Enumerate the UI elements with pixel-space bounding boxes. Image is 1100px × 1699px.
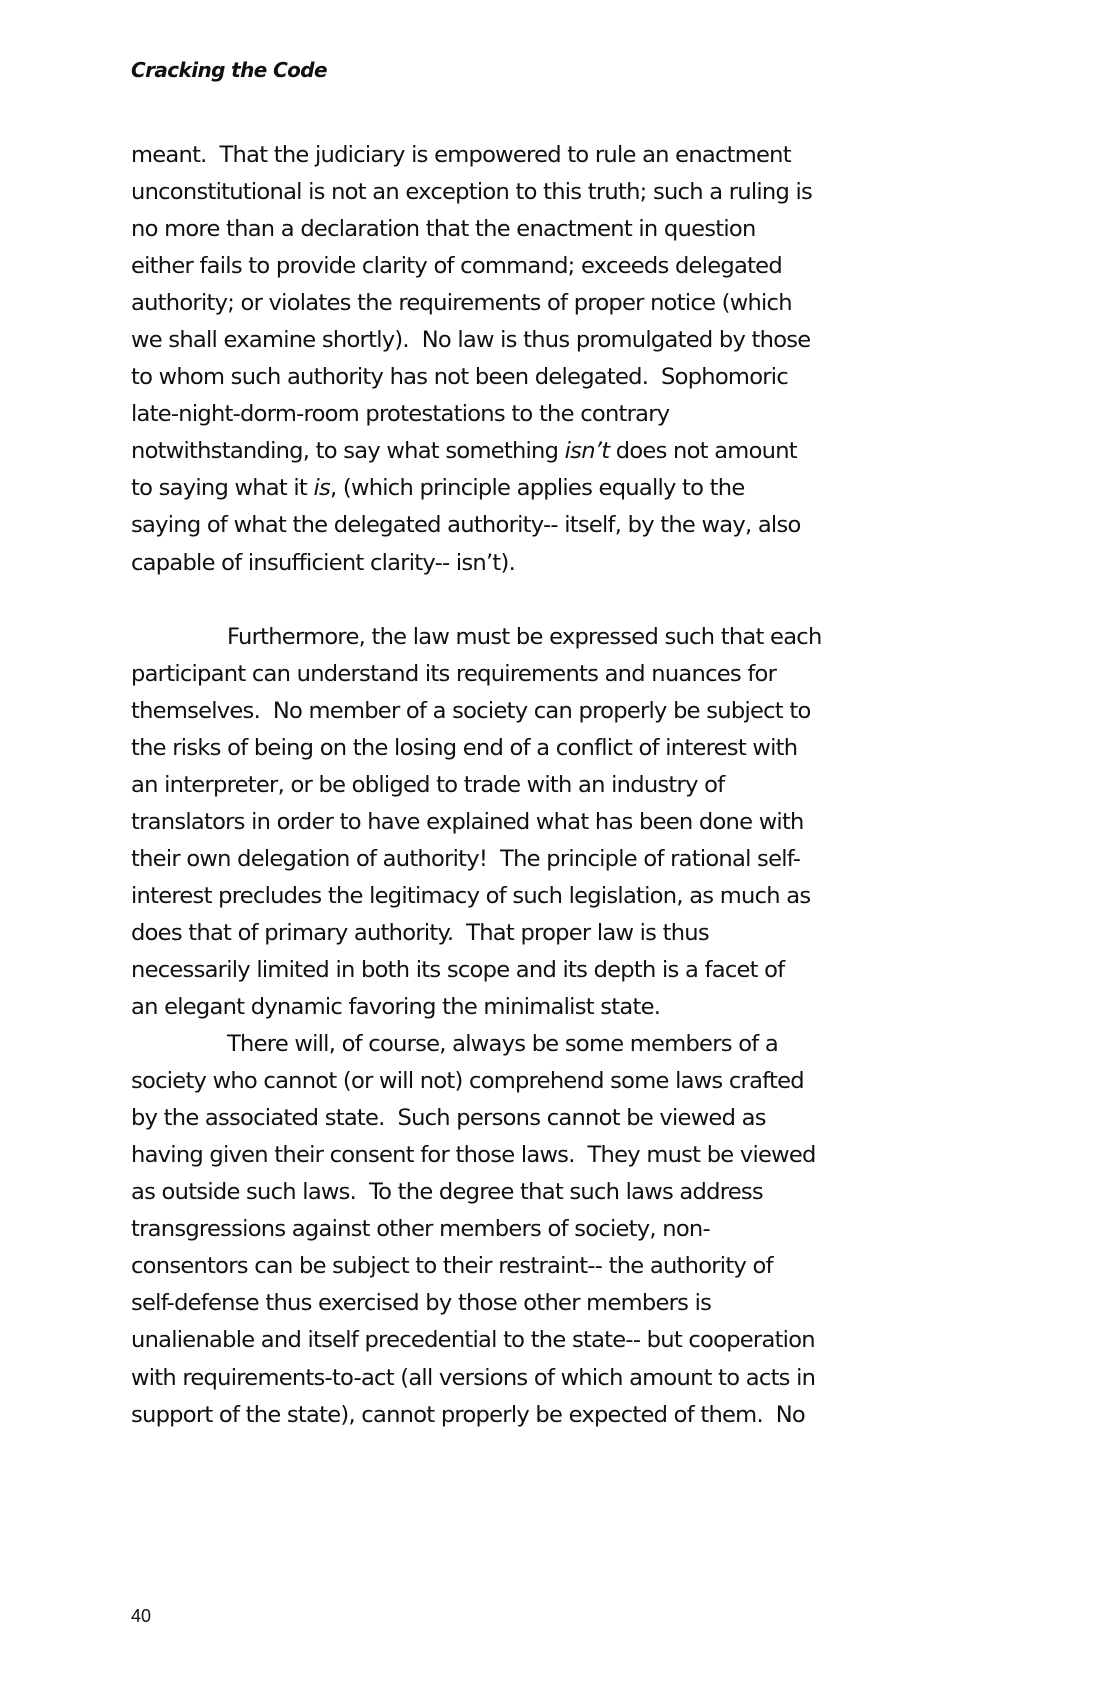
text-segment: the risks of being on the losing end of a conflict of interest with bbox=[131, 734, 798, 761]
body-text bbox=[131, 137, 891, 1434]
text-line bbox=[131, 1397, 891, 1434]
text-segment: translators in order to have explained what has been done with bbox=[131, 808, 804, 835]
text-segment: an interpreter, or be obliged to trade with an industry of bbox=[131, 771, 725, 798]
text-line bbox=[131, 804, 891, 841]
text-segment: with requirements-to-act (all versions of which amount to acts in bbox=[131, 1364, 816, 1391]
text-segment: , (which principle applies equally to the bbox=[330, 475, 745, 502]
text-segment: capable of insufficient clarity-- isn’t). bbox=[131, 549, 516, 576]
text-line bbox=[131, 841, 891, 878]
text-line bbox=[131, 1137, 891, 1174]
text-line bbox=[131, 174, 891, 211]
text-line bbox=[131, 1063, 891, 1100]
text-segment: does that of primary authority. That proper law is thus bbox=[131, 919, 709, 946]
text-segment: to saying what it bbox=[131, 475, 314, 502]
text-line bbox=[131, 1174, 891, 1211]
text-segment: interest precludes the legitimacy of such legislation, as much as bbox=[131, 882, 811, 909]
text-segment: to whom such authority has not been delegated. Sophomoric bbox=[131, 364, 789, 391]
text-segment: authority; or violates the requirements of proper notice (which bbox=[131, 290, 792, 317]
text-line bbox=[131, 730, 891, 767]
text-line bbox=[131, 248, 891, 285]
text-segment: themselves. No member of a society can properly be subject to bbox=[131, 697, 811, 724]
text-segment: meant. That the judiciary is empowered to rule an enactment bbox=[131, 142, 791, 168]
text-segment: There will, of course, always be some members of a bbox=[227, 1031, 779, 1058]
text-segment: an elegant dynamic favoring the minimalist state. bbox=[131, 994, 661, 1021]
text-segment: saying of what the delegated authority-- itself, by the way, also bbox=[131, 512, 801, 539]
text-line bbox=[131, 1322, 891, 1359]
text-line bbox=[131, 470, 891, 507]
emphasized-text: is bbox=[313, 475, 331, 502]
text-line bbox=[131, 693, 891, 730]
paragraph-continuation bbox=[131, 137, 891, 582]
text-line bbox=[131, 507, 891, 544]
text-line bbox=[131, 359, 891, 396]
text-line bbox=[131, 878, 891, 915]
text-line bbox=[131, 915, 891, 952]
text-segment: transgressions against other members of society, non- bbox=[131, 1216, 710, 1243]
text-segment: consentors can be subject to their restraint-- the authority of bbox=[131, 1253, 773, 1280]
text-segment: either fails to provide clarity of command; exceeds delegated bbox=[131, 253, 782, 280]
text-segment: self-defense thus exercised by those other members is bbox=[131, 1290, 712, 1317]
text-segment: does not amount bbox=[609, 438, 797, 465]
text-segment: support of the state), cannot properly be expected of them. No bbox=[131, 1401, 805, 1428]
text-line bbox=[131, 322, 891, 359]
text-segment: no more than a declaration that the enactment in question bbox=[131, 216, 756, 243]
text-segment: as outside such laws. To the degree that such laws address bbox=[131, 1179, 763, 1206]
text-line bbox=[131, 989, 891, 1026]
text-line bbox=[131, 952, 891, 989]
text-segment: their own delegation of authority! The principle of rational self- bbox=[131, 845, 801, 872]
text-line bbox=[131, 1360, 891, 1397]
text-segment: society who cannot (or will not) comprehend some laws crafted bbox=[131, 1068, 804, 1095]
emphasized-text: isn’t bbox=[564, 438, 610, 465]
text-line bbox=[131, 1026, 891, 1063]
text-line bbox=[131, 285, 891, 322]
page-number: 40 bbox=[131, 1606, 152, 1626]
text-line bbox=[131, 1100, 891, 1137]
text-line bbox=[131, 1248, 891, 1285]
text-segment: notwithstanding, to say what something bbox=[131, 438, 565, 465]
text-segment: unalienable and itself precedential to the state-- but cooperation bbox=[131, 1327, 815, 1354]
text-segment: unconstitutional is not an exception to this truth; such a ruling is bbox=[131, 179, 813, 206]
text-line bbox=[131, 1211, 891, 1248]
text-segment: necessarily limited in both its scope and its depth is a facet of bbox=[131, 956, 785, 983]
paragraph-furthermore bbox=[131, 619, 891, 1027]
text-line bbox=[131, 619, 891, 656]
text-line bbox=[131, 656, 891, 693]
text-line bbox=[131, 545, 891, 582]
text-line bbox=[131, 211, 891, 248]
text-line bbox=[131, 396, 891, 433]
running-header-title: Cracking the Code bbox=[131, 58, 327, 82]
text-segment: by the associated state. Such persons cannot be viewed as bbox=[131, 1105, 766, 1132]
text-line bbox=[131, 137, 891, 174]
text-segment: participant can understand its requirements and nuances for bbox=[131, 660, 777, 687]
text-segment: we shall examine shortly). No law is thus promulgated by those bbox=[131, 327, 811, 354]
text-line bbox=[131, 767, 891, 804]
text-segment: Furthermore, the law must be expressed such that each bbox=[227, 623, 822, 650]
text-segment: late-night-dorm-room protestations to the contrary bbox=[131, 401, 670, 428]
text-line bbox=[131, 433, 891, 470]
text-line bbox=[131, 1285, 891, 1322]
text-segment: having given their consent for those laws. They must be viewed bbox=[131, 1142, 816, 1169]
paragraph-there-will bbox=[131, 1026, 891, 1434]
